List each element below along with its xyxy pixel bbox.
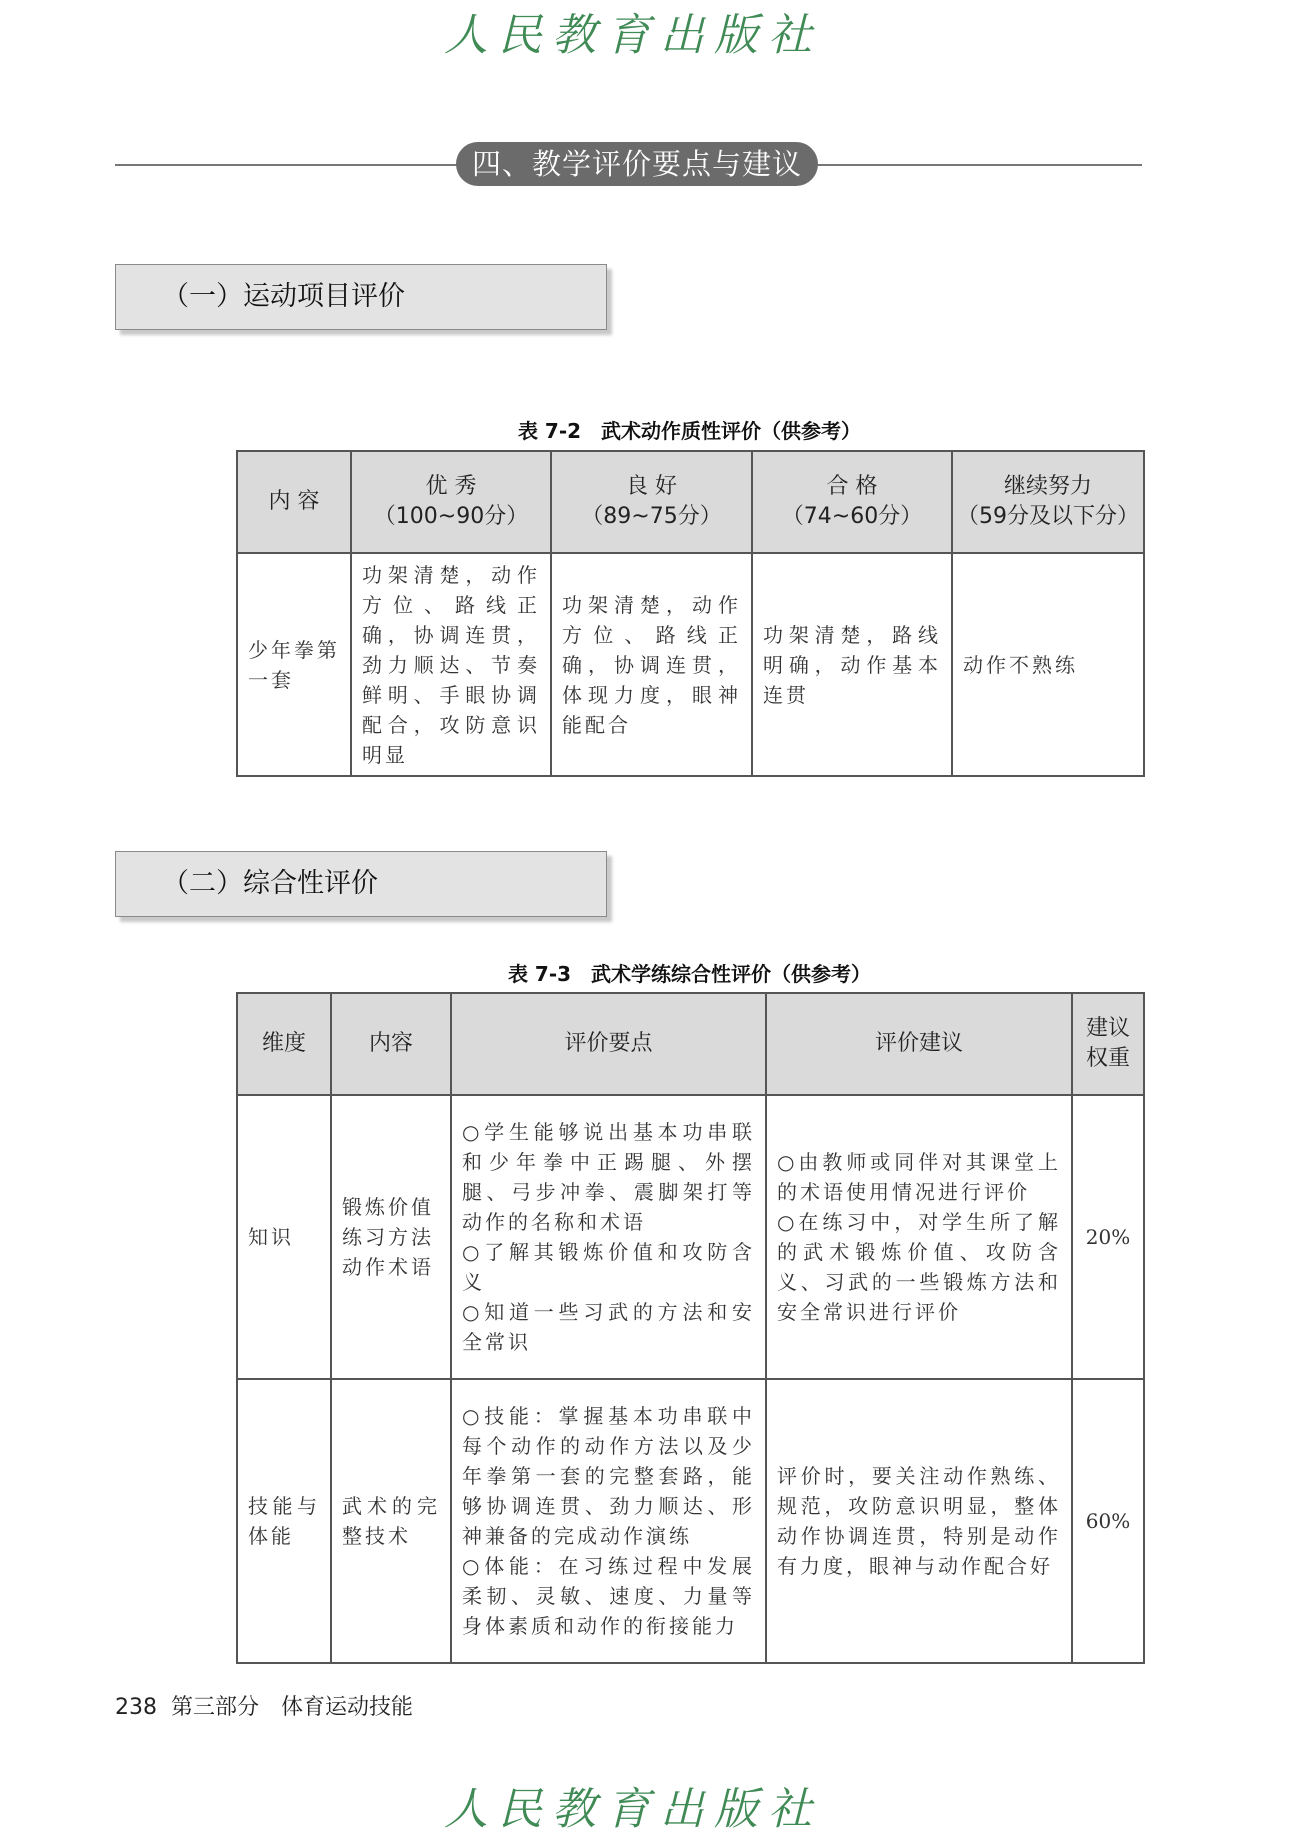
table1-cell-pass: 功架清楚，路线明确，动作基本连贯 xyxy=(752,553,952,776)
table1-cell-good: 功架清楚，动作方位、路线正确，协调连贯，体现力度，眼神能配合 xyxy=(551,553,752,776)
table2-header-row xyxy=(237,993,1144,1095)
table1-caption: 表 7-2 武术动作质性评价（供参考） xyxy=(517,419,862,443)
table1-header-cell: 内 容 xyxy=(237,451,351,553)
table1-header-cell: 合 格 （74~60分） xyxy=(752,451,952,553)
table1-cell-content: 少年拳第一套 xyxy=(237,553,351,776)
table-row xyxy=(237,553,1144,776)
table2-cell-points: ○学生能够说出基本功串联和少年拳中正踢腿、外摆腿、弓步冲拳、震脚架打等动作的名称和术语 ○了解其锻炼价值和攻防含义 ○知道一些习武的方法和安全常识 xyxy=(451,1095,766,1379)
table2-header-dimension: 维度 xyxy=(237,993,331,1095)
table2-cell-weight: 60% xyxy=(1072,1379,1144,1663)
page-number: 238 xyxy=(115,1695,157,1720)
publisher-logo xyxy=(440,1778,860,1840)
table2-header-points: 评价要点 xyxy=(451,993,766,1095)
section-title: 四、教学评价要点与建议 xyxy=(456,142,818,186)
table2-cell-advice: ○由教师或同伴对其课堂上的术语使用情况进行评价 ○在练习中，对学生所了解的武术锻炼价值、攻防含义、习武的一些锻炼方法和安全常识进行评价 xyxy=(766,1095,1072,1379)
table2-caption: 表 7-3 武术学练综合性评价（供参考） xyxy=(507,962,872,986)
table1-header-row xyxy=(237,451,1144,553)
table2-header-advice: 评价建议 xyxy=(766,993,1072,1095)
table1-cell-improve: 动作不熟练 xyxy=(952,553,1144,776)
table-7-2 xyxy=(236,450,1145,777)
table1-header-cell: 继续努力 （59分及以下分） xyxy=(952,451,1144,553)
table-row xyxy=(237,1379,1144,1663)
table1-header-cell: 优 秀 （100~90分） xyxy=(351,451,551,553)
subsection-heading-1: （一）运动项目评价 xyxy=(115,264,607,330)
table-7-3 xyxy=(236,992,1145,1664)
table2-cell-content: 锻炼价值 练习方法 动作术语 xyxy=(331,1095,451,1379)
table2-cell-advice: 评价时，要关注动作熟练、规范，攻防意识明显，整体动作协调连贯，特别是动作有力度，眼神与动作配合好 xyxy=(766,1379,1072,1663)
table2-cell-content: 武术的完整技术 xyxy=(331,1379,451,1663)
table-row xyxy=(237,1095,1144,1379)
table1-cell-excellent: 功架清楚，动作方位、路线正确，协调连贯，劲力顺达、节奏鲜明、手眼协调配合，攻防意识明显 xyxy=(351,553,551,776)
table2-cell-weight: 20% xyxy=(1072,1095,1144,1379)
table2-header-weight: 建议 权重 xyxy=(1072,993,1144,1095)
table2-header-content: 内容 xyxy=(331,993,451,1095)
subsection-heading-2: （二）综合性评价 xyxy=(115,851,607,917)
footer-text: 第三部分 体育运动技能 xyxy=(171,1695,414,1720)
page-footer xyxy=(115,1690,413,1721)
table2-cell-points: ○技能：掌握基本功串联中每个动作的动作方法以及少年拳第一套的完整套路，能够协调连贯、劲力顺达、形神兼备的完成动作演练 ○体能：在习练过程中发展柔韧、灵敏、速度、力量等身体素质和动作的衔接能力 xyxy=(451,1379,766,1663)
publisher-logo xyxy=(440,4,860,66)
table2-cell-dimension: 技能与体能 xyxy=(237,1379,331,1663)
publisher-logo-text: 人民教育出版社 xyxy=(444,1784,822,1835)
table2-cell-dimension: 知识 xyxy=(237,1095,331,1379)
publisher-logo-text: 人民教育出版社 xyxy=(444,10,822,61)
table1-header-cell: 良 好 （89~75分） xyxy=(551,451,752,553)
